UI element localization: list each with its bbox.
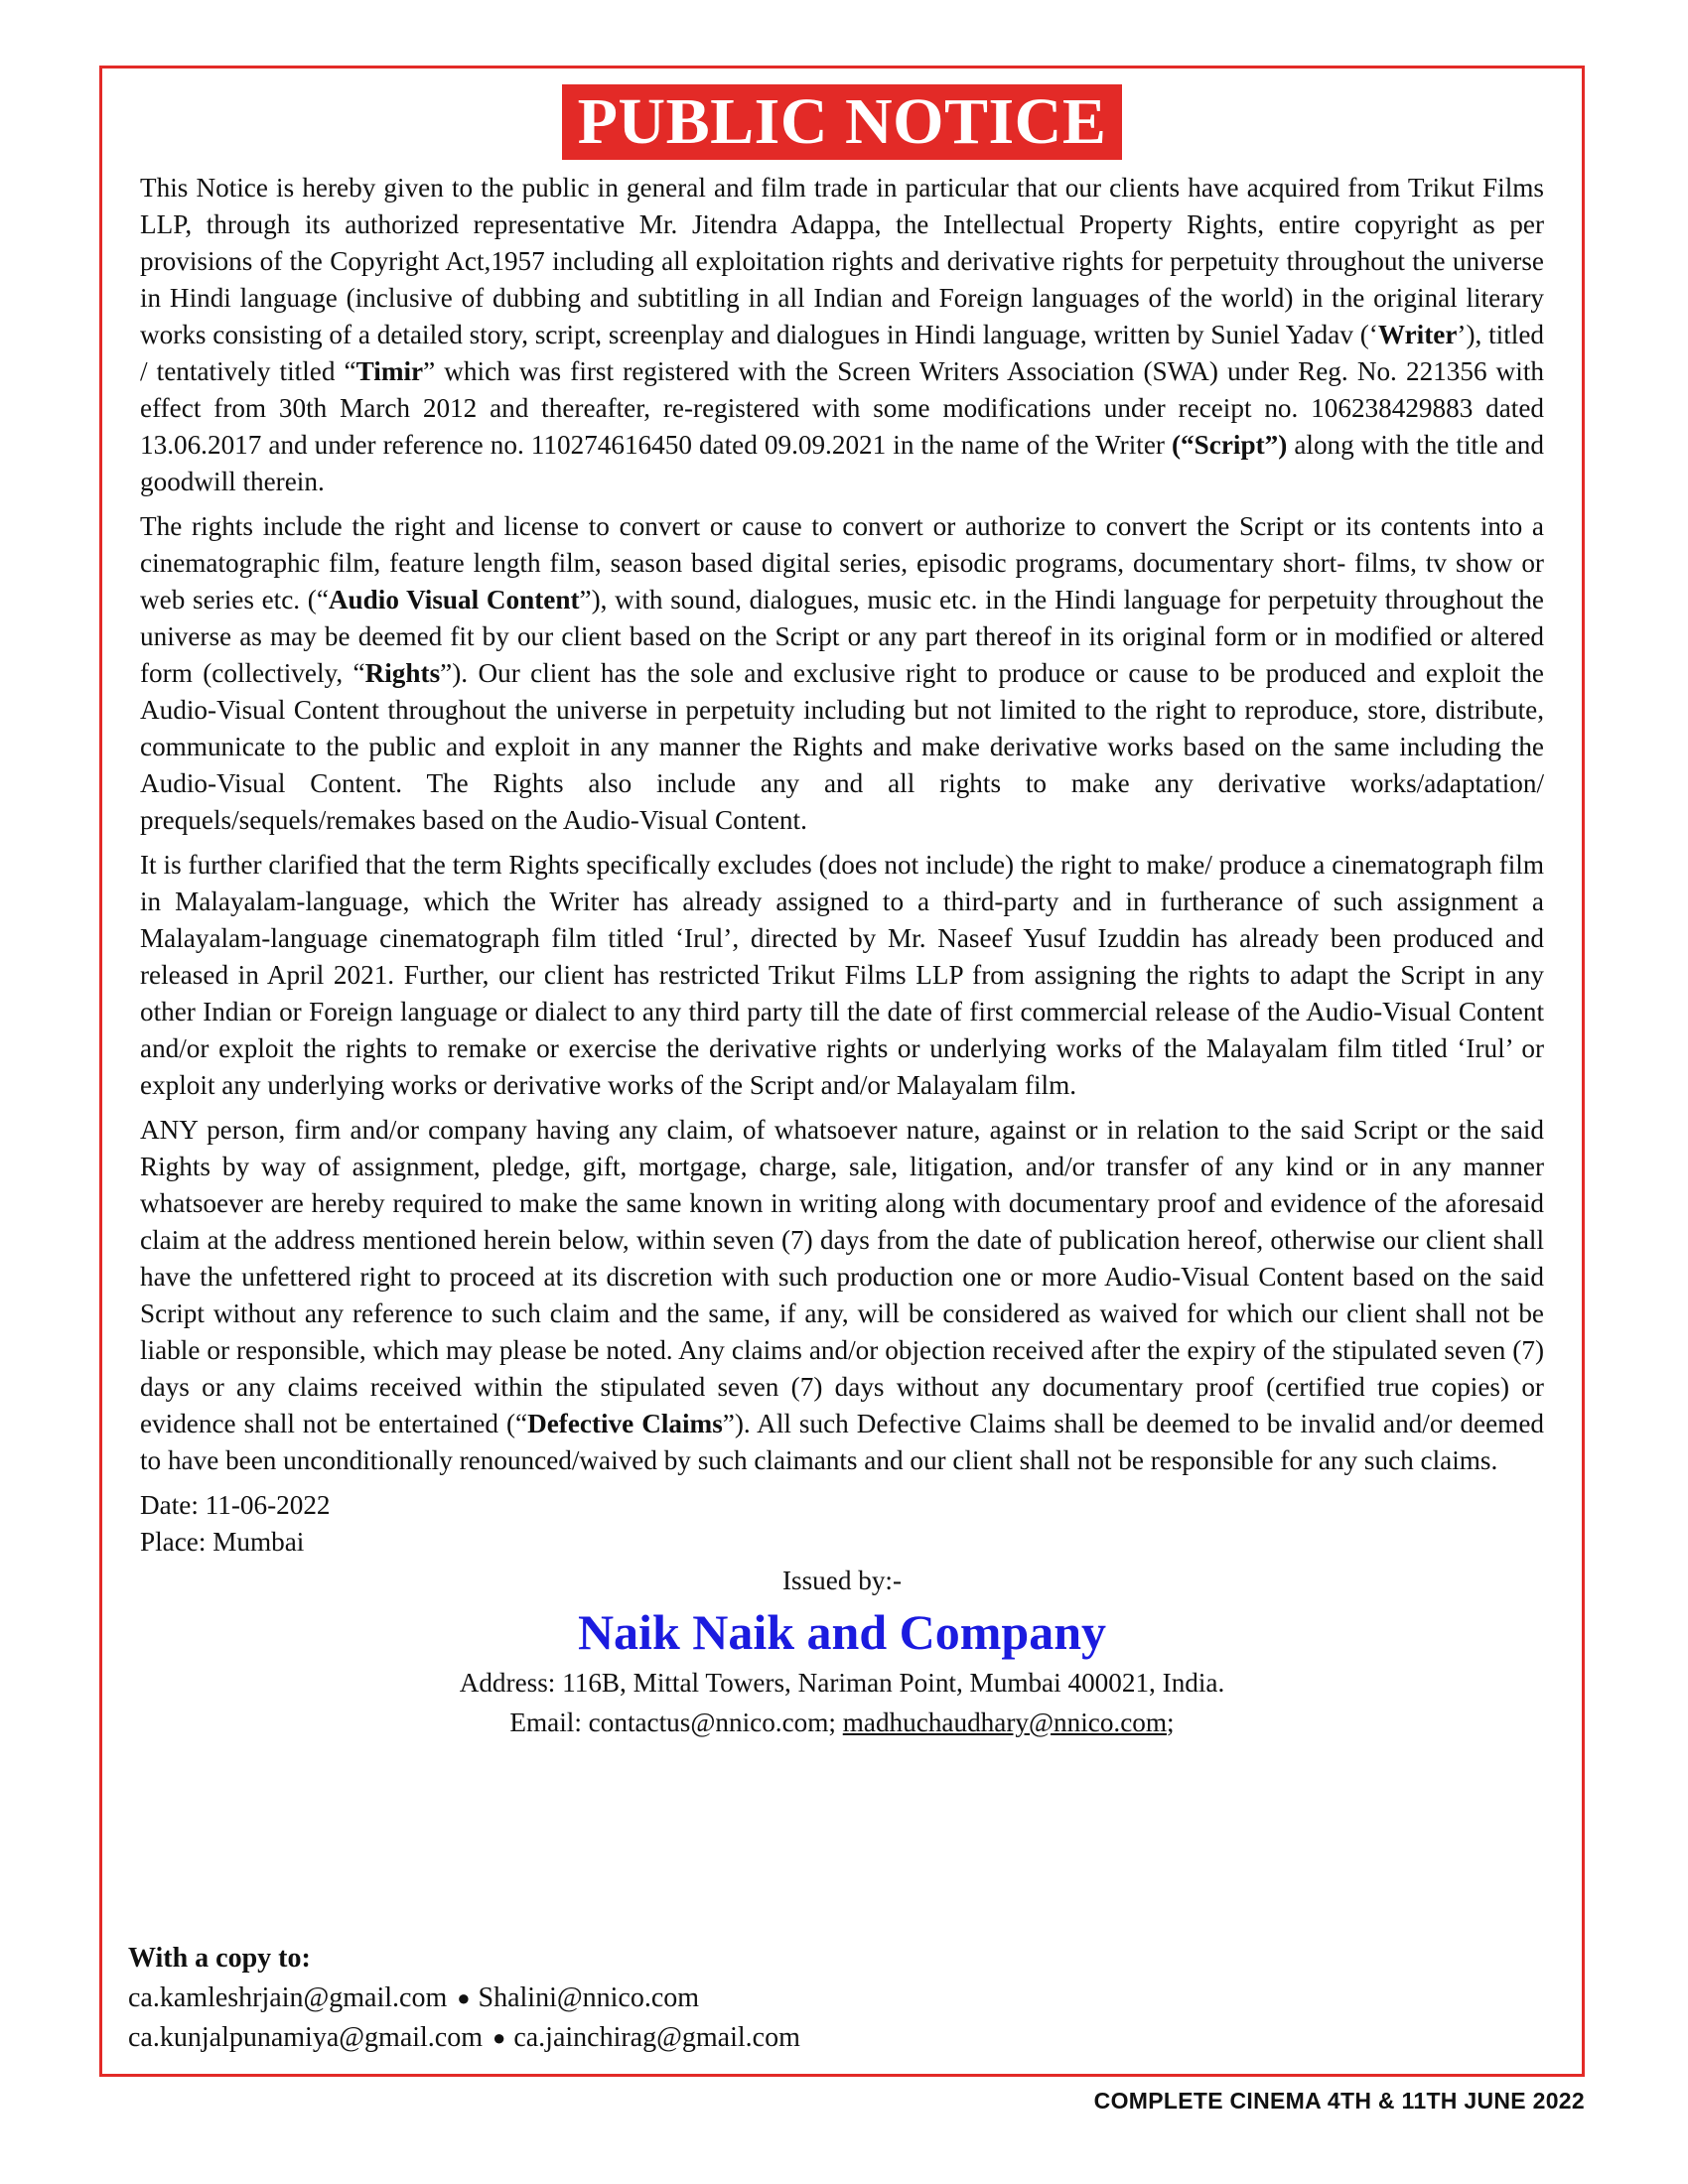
p1-bold-timir: Timir: [355, 356, 424, 386]
p1-bold-writer: Writer: [1377, 320, 1458, 349]
copy-to-title: With a copy to:: [128, 1943, 311, 1974]
p4-bold-defective: Defective Claims: [527, 1409, 723, 1438]
company-address: Address: 116B, Mittal Towers, Nariman Point, Mumbai 400021, India.: [459, 1668, 1225, 1698]
title-wrap: [102, 84, 1582, 160]
email-primary: Email: contactus@nnico.com;: [509, 1707, 843, 1737]
email-link[interactable]: madhuchaudhary@nnico.com: [842, 1707, 1168, 1737]
copy-email-4: ca.jainchirag@gmail.com: [513, 2022, 800, 2053]
paragraph-4: [140, 1112, 1544, 1479]
place-line: Place: Mumbai: [140, 1527, 305, 1557]
paragraph-2: [140, 508, 1544, 839]
p2-bold-avc: Audio Visual Content: [328, 585, 580, 614]
publication-footer: COMPLETE CINEMA 4TH & 11TH JUNE 2022: [1093, 2088, 1585, 2114]
copy-email-2: Shalini@nnico.com: [478, 1982, 700, 2013]
p2-text-c: ”), with sound, dialogues, music etc. in the Hindi language for perpetuity throughout the universe as may be deemed fit by our client based on the Script or any part thereof in its original form or in modified or altered form (collectively, “: [140, 585, 1544, 688]
p2-text-a: The rights include the right and license to convert or cause to convert or authorize to convert the Script or its contents into a cinematographic film, feature length film, season based digital series, episodic programs, documentary short- films, tv show or web series etc. (“: [140, 511, 1544, 614]
p1-bold-script: (“Script”): [1172, 430, 1288, 460]
p4-text-a: ANY person, firm and/or company having any claim, of whatsoever nature, against or in relation to the said Script or the said Rights by way of assignment, pledge, gift, mortgage, charge, sale, litigation, and/or transfer of any kind or in any manner whatsoever are hereby required to make the same known in writing along with documentary proof and evidence of the aforesaid claim at the address mentioned herein below, within seven (7) days from the date of publication hereof, otherwise our client shall have the unfettered right to proceed at its discretion with such production one or more Audio-Visual Content based on the said Script without any reference to such claim and the same, if any, will be considered as waived for which our client shall not be liable or responsible, which may please be noted. Any claims and/or objection received after the expiry of the stipulated seven (7) days or any claims received within the stipulated seven (7) days without any documentary proof (certified true copies) or evidence shall not be entertained (“: [140, 1115, 1544, 1438]
date-line: Date: 11-06-2022: [140, 1490, 331, 1520]
copy-to-row-2: [128, 2018, 800, 2058]
date-place: [140, 1487, 1544, 1561]
p1-text-e: along with the title and goodwill therein.: [140, 430, 1544, 496]
bullet-icon: ●: [492, 2025, 506, 2050]
paragraph-3: It is further clarified that the term Rights specifically excludes (does not include) the right to make/ produce a cinematograph film in Malayalam-language, which the Writer has already assigned to a third-party and in furtherance of such assignment a Malayalam-language cinematograph film titled ‘Irul’, directed by Mr. Naseef Yusuf Izuddin has already been produced and released in April 2021. Further, our client has restricted Trikut Films LLP from assigning the rights to adapt the Script in any other Indian or Foreign language or dialect to any third party till the date of first commercial release of the Audio-Visual Content and/or exploit the rights to remake or exercise the derivative rights or underlying works of the Malayalam film titled ‘Irul’ or exploit any underlying works or derivative works of the Script and/or Malayalam film.: [140, 850, 1544, 1100]
notice-title: PUBLIC NOTICE: [562, 84, 1123, 160]
p1-text-d: ” which was first registered with the Screen Writers Association (SWA) under Reg. No. 221356 with effect from 30th March 2012 and thereafter, re-registered with some modifications under receipt no. 106238429883 dated 13.06.2017 and under reference no. 110274616450 dated 09.09.2021 in the name of the Writer: [140, 356, 1544, 460]
paragraph-1: [140, 170, 1544, 500]
p2-bold-rights: Rights: [364, 658, 441, 688]
company-email: [140, 1703, 1544, 1742]
issued-by: Issued by:-: [781, 1566, 903, 1595]
p2-text-d: ”). Our client has the sole and exclusive right to produce or cause to be produced and exploit the Audio-Visual Content throughout the universe in perpetuity including but not limited to the right to reproduce, store, distribute, communicate to the public and exploit in any manner the Rights and make derivative works based on the same including the Audio-Visual Content. The Rights also include any and all rights to make any derivative works/adaptation/ prequels/sequels/remakes based on the Audio-Visual Content.: [140, 658, 1544, 835]
copy-email-3: ca.kunjalpunamiya@gmail.com: [128, 2022, 484, 2053]
p1-text-c: ’), titled / tentatively titled “: [140, 320, 1544, 386]
notice-body: [140, 170, 1544, 1742]
copy-to-row-1: [128, 1979, 699, 2018]
p1-text-a: This Notice is hereby given to the public in general and film trade in particular that our clients have acquired from Trikut Films LLP, through its authorized representative Mr. Jitendra Adappa, the Intellectual Property Rights, entire copyright as per provisions of the Copyright Act,1957 including all exploitation rights and derivative rights for perpetuity throughout the universe in Hindi language (inclusive of dubbing and subtitling in all Indian and Foreign languages of the world) in the original literary works consisting of a detailed story, script, screenplay and dialogues in Hindi language, written by Suniel Yadav (‘: [140, 173, 1544, 349]
bullet-icon: ●: [457, 1985, 471, 2010]
copy-email-1: ca.kamleshrjain@gmail.com: [128, 1982, 448, 2013]
company-name: Naik Naik and Company: [577, 1604, 1107, 1660]
notice-frame: [99, 66, 1585, 2077]
p4-text-c: ”). All such Defective Claims shall be deemed to be invalid and/or deemed to have been unconditionally renounced/waived by such claimants and our client shall not be responsible for any such claims.: [140, 1409, 1544, 1475]
email-suffix: ;: [1167, 1707, 1175, 1737]
